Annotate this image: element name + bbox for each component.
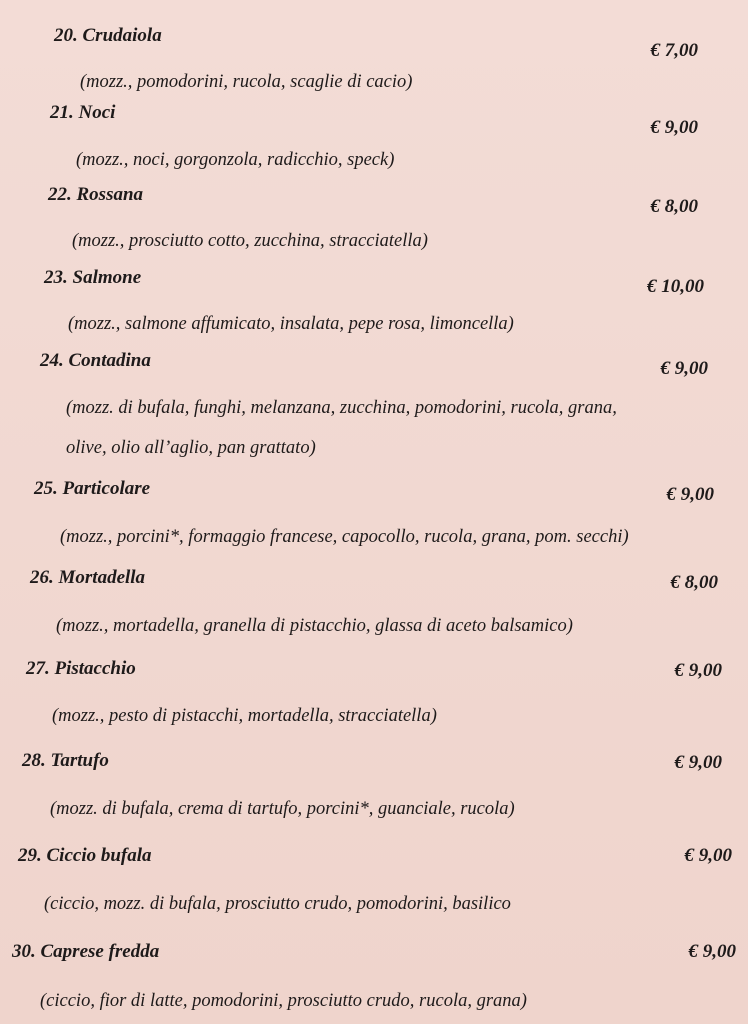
item-title: 28. Tartufo	[22, 750, 109, 771]
item-title: 25. Particolare	[34, 478, 151, 499]
item-title: 21. Noci	[50, 102, 116, 123]
item-description: (mozz. di bufala, funghi, melanzana, zucchina, pomodorini, rucola, grana,	[66, 398, 617, 418]
item-price: € 9,00	[660, 358, 708, 379]
item-description: olive, olio all’aglio, pan grattato)	[66, 438, 316, 458]
item-description: (mozz., mortadella, granella di pistacchio, glassa di aceto balsamico)	[56, 616, 573, 636]
item-description: (mozz., salmone affumicato, insalata, pepe rosa, limoncella)	[68, 314, 514, 334]
item-description: (mozz. di bufala, crema di tartufo, porcini*, guanciale, rucola)	[50, 799, 515, 819]
item-title: 24. Contadina	[40, 350, 151, 371]
item-description: (ciccio, mozz. di bufala, prosciutto crudo, pomodorini, basilico	[44, 894, 511, 914]
item-price: € 8,00	[650, 196, 698, 217]
item-title: 27. Pistacchio	[26, 658, 136, 679]
item-price: € 9,00	[674, 752, 722, 773]
item-title: 22. Rossana	[48, 184, 144, 205]
item-description: (mozz., prosciutto cotto, zucchina, stracciatella)	[72, 231, 428, 251]
item-price: € 7,00	[650, 40, 698, 61]
item-price: € 9,00	[684, 845, 732, 866]
item-price: € 9,00	[650, 117, 698, 138]
item-description: (mozz., noci, gorgonzola, radicchio, speck)	[76, 150, 395, 170]
item-title: 23. Salmone	[44, 267, 142, 288]
item-description: (mozz., porcini*, formaggio francese, capocollo, rucola, grana, pom. secchi)	[60, 527, 629, 547]
item-description: (mozz., pomodorini, rucola, scaglie di cacio)	[80, 72, 413, 92]
item-price: € 9,00	[688, 941, 736, 962]
item-title: 30. Caprese fredda	[12, 941, 160, 962]
item-price: € 8,00	[670, 572, 718, 593]
item-price: € 9,00	[674, 660, 722, 681]
item-description: (ciccio, fior di latte, pomodorini, prosciutto crudo, rucola, grana)	[40, 991, 527, 1011]
item-price: € 10,00	[647, 276, 704, 297]
item-title: 26. Mortadella	[30, 567, 146, 588]
item-title: 29. Ciccio bufala	[18, 845, 152, 866]
item-price: € 9,00	[666, 484, 714, 505]
item-title: 20. Crudaiola	[54, 25, 162, 46]
item-description: (mozz., pesto di pistacchi, mortadella, stracciatella)	[52, 706, 437, 726]
